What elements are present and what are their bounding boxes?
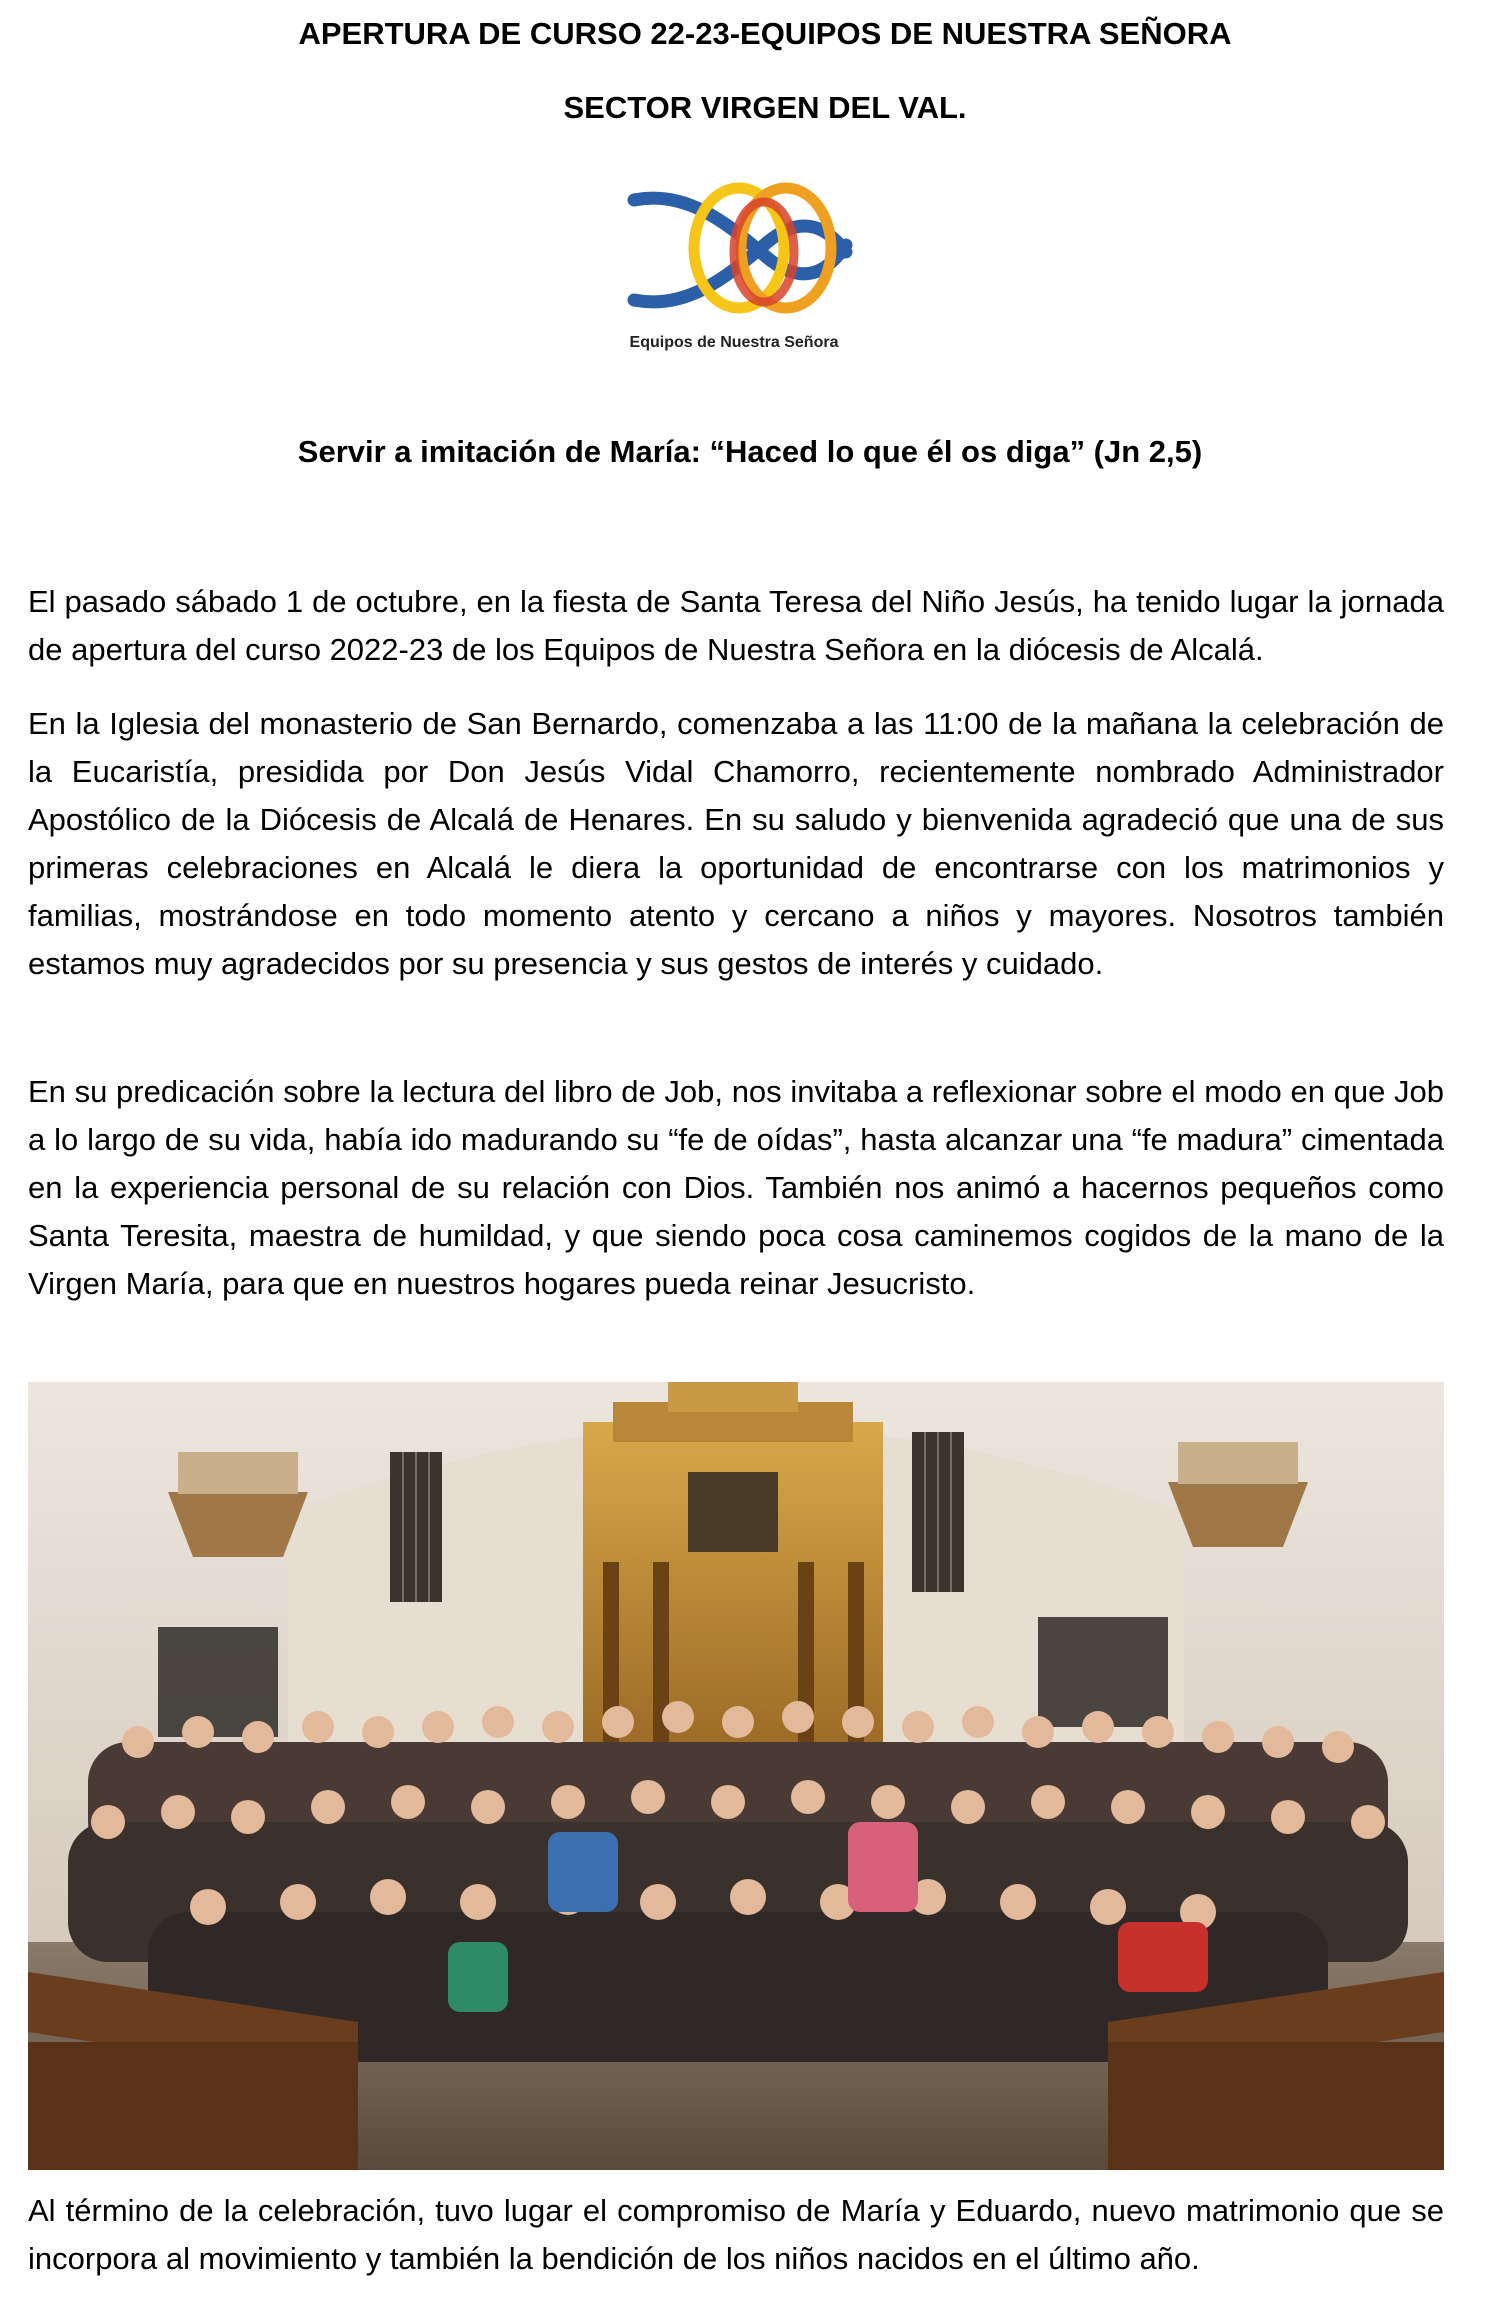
equipos-logo [614,160,854,396]
group-photo [28,1382,1444,2170]
article-subtitle: Servir a imitación de María: “Haced lo que él os diga” (Jn 2,5) [297,434,1203,469]
paragraph-1: El pasado sábado 1 de octubre, en la fiesta de Santa Teresa del Niño Jesús, ha tenido lugar la jornada de apertura del curso 2022-23 de los Equipos de Nuestra Señora en la diócesis de Alcalá. [28,584,1444,667]
paragraph-3: En su predicación sobre la lectura del libro de Job, nos invitaba a reflexionar sobre el modo en que Job a lo largo de su vida, había ido madurando su “fe de oídas”, hasta alcanzar una “fe madura” cimentada en la experiencia personal de su relación con Dios. También nos animó a hacernos pequeños como Santa Teresita, maestra de humildad, y que siendo poca cosa caminemos cogidos de la mano de la Virgen María, para que en nuestros hogares pueda reinar Jesucristo. [28,1074,1444,1301]
group-photo-illustration [28,1382,1444,2170]
paragraph-4: Al término de la celebración, tuvo lugar el compromiso de María y Eduardo, nuevo matrimonio que se incorpora al movimiento y también la bendición de los niños nacidos en el último año. [28,2193,1444,2276]
document-subtitle-sector: SECTOR VIRGEN DEL VAL. [563,90,967,125]
logo-caption: Equipos de Nuestra Señora [629,334,839,351]
document-title: APERTURA DE CURSO 22-23-EQUIPOS DE NUESTRA SEÑORA [298,16,1232,51]
paragraph-2: En la Iglesia del monasterio de San Bernardo, comenzaba a las 11:00 de la mañana la celebración de la Eucaristía, presidida por Don Jesús Vidal Chamorro, recientemente nombrado Administrador Apostólico de la Diócesis de Alcalá de Henares. En su saludo y bienvenida agradeció que una de sus primeras celebraciones en Alcalá le diera la oportunidad de encontrarse con los matrimonios y familias, mostrándose en todo momento atento y cercano a niños y mayores. Nosotros también estamos muy agradecidos por su presencia y sus gestos de interés y cuidado. [28,706,1444,981]
logo-mark-icon [614,160,854,330]
